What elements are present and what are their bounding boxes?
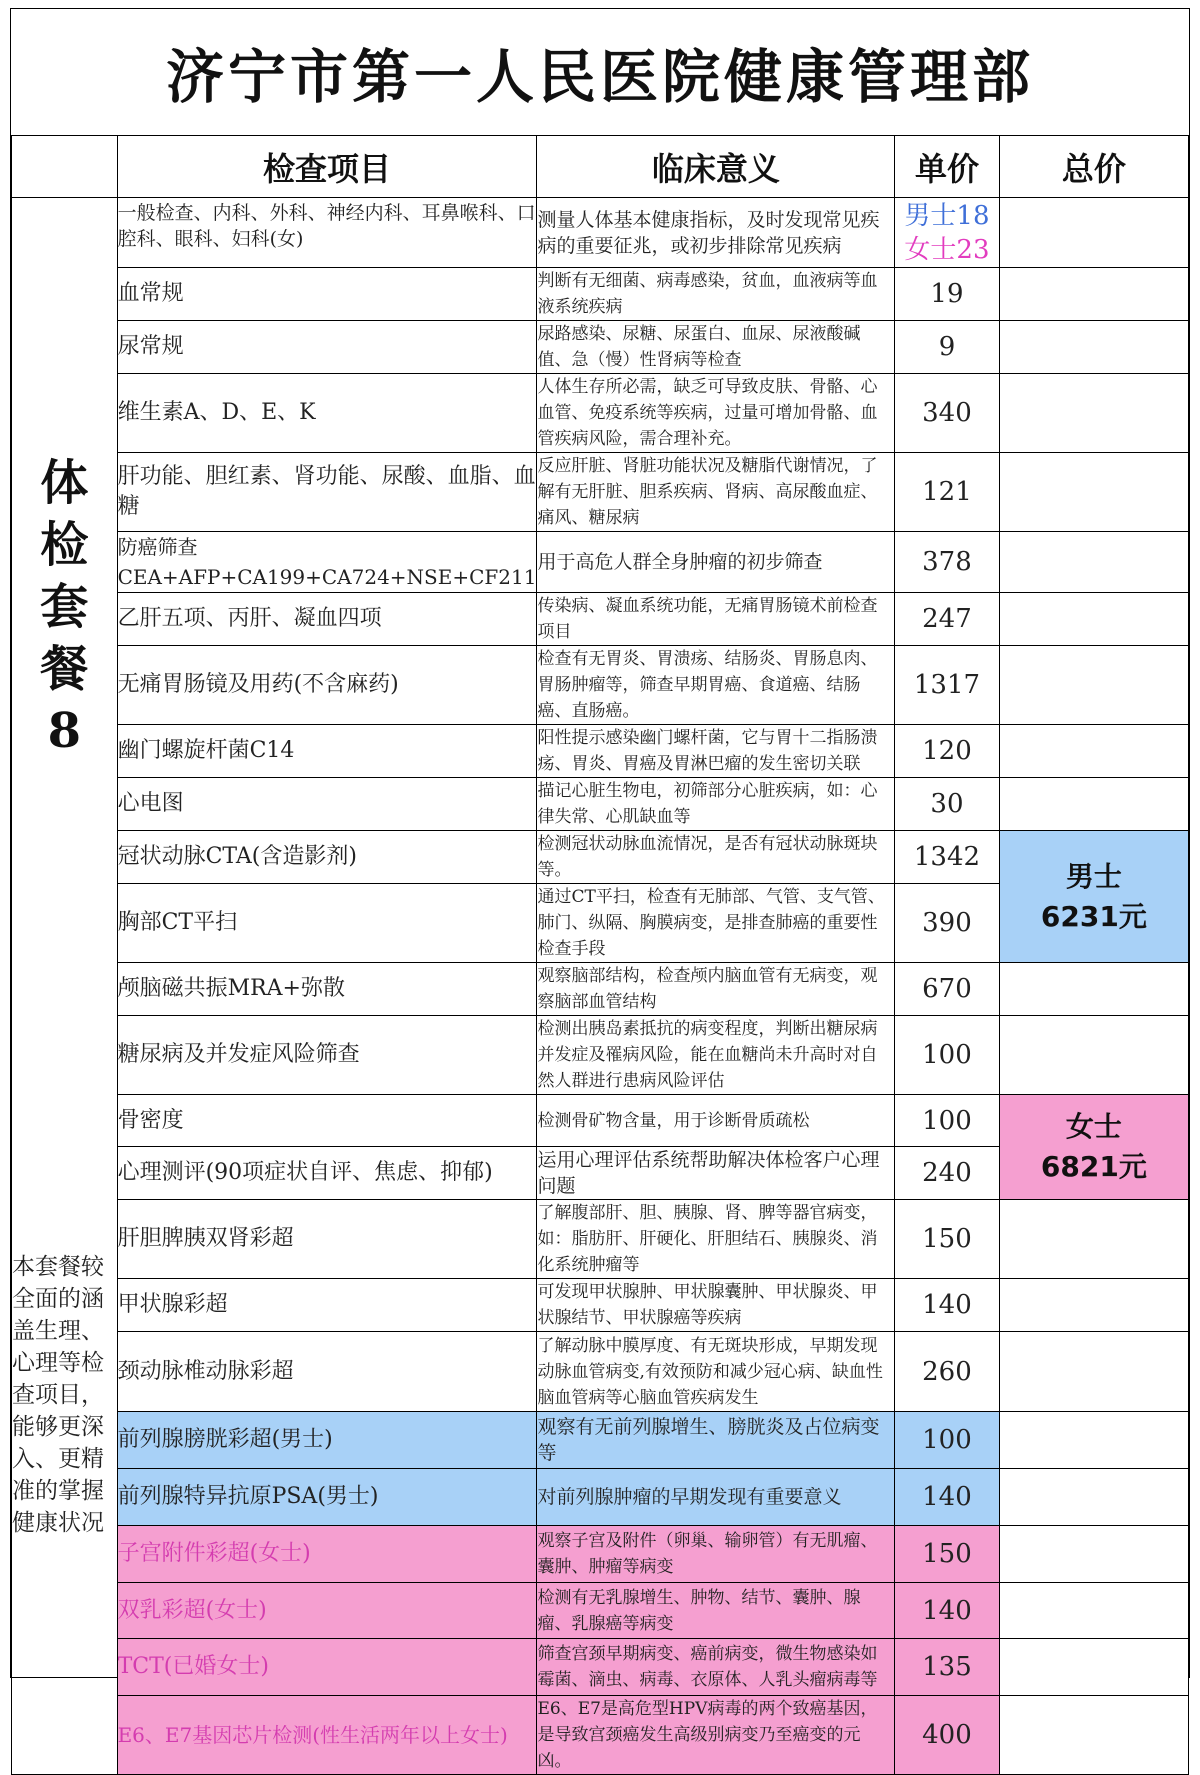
total-cell — [999, 532, 1188, 593]
item-cell: 幽门螺旋杆菌C14 — [117, 725, 537, 778]
meaning-cell: 阳性提示感染幽门螺杆菌，它与胃十二指肠溃疡、胃炎、胃癌及胃淋巴瘤的发生密切关联 — [537, 725, 895, 778]
meaning-cell: 观察子宫及附件（卵巢、输卵管）有无肌瘤、囊肿、肿瘤等病变 — [537, 1526, 895, 1583]
meaning-cell: 检测骨矿物含量，用于诊断骨质疏松 — [537, 1095, 895, 1147]
table-row — [12, 1279, 1189, 1332]
male-total-cell — [999, 831, 1188, 963]
price-cell: 390 — [895, 884, 1000, 963]
price-cell: 378 — [895, 532, 1000, 593]
total-cell — [999, 725, 1188, 778]
meaning-cell: 传染病、凝血系统功能，无痛胃肠镜术前检查项目 — [537, 593, 895, 646]
total-cell — [999, 321, 1188, 374]
meaning-cell: 人体生存所必需，缺乏可导致皮肤、骨骼、心血管、免疫系统等疾病，过量可增加骨骼、血管疾病风险，需合理补充。 — [537, 374, 895, 453]
table-row-female — [12, 1583, 1189, 1639]
table-row — [12, 963, 1189, 1016]
item-cell: TCT(已婚女士) — [117, 1639, 537, 1696]
item-cell: 乙肝五项、丙肝、凝血四项 — [117, 593, 537, 646]
price-cell: 100 — [895, 1095, 1000, 1147]
item-cell: 防癌筛查CEA+AFP+CA199+CA724+NSE+CF211 — [117, 532, 537, 593]
meaning-cell: 用于高危人群全身肿瘤的初步筛查 — [537, 532, 895, 593]
total-cell — [999, 1526, 1188, 1583]
total-cell — [999, 593, 1188, 646]
price-cell: 100 — [895, 1016, 1000, 1095]
total-cell — [999, 1200, 1188, 1279]
meaning-cell: 反应肝脏、肾脏功能状况及糖脂代谢情况，了解有无肝脏、胆系疾病、肾病、高尿酸血症、痛风、糖尿病 — [537, 453, 895, 532]
total-cell — [999, 1583, 1188, 1639]
male-price: 男士18 — [904, 200, 990, 231]
item-cell: 维生素A、D、E、K — [117, 374, 537, 453]
table-row-female — [12, 1696, 1189, 1775]
table-row — [12, 725, 1189, 778]
total-cell — [999, 1016, 1188, 1095]
total-cell — [999, 198, 1188, 268]
total-cell — [999, 1279, 1188, 1332]
total-cell — [999, 453, 1188, 532]
meaning-cell: 尿路感染、尿糖、尿蛋白、血尿、尿液酸碱值、急（慢）性肾病等检查 — [537, 321, 895, 374]
total-cell — [999, 374, 1188, 453]
price-cell — [895, 198, 1000, 268]
item-cell: 骨密度 — [117, 1095, 537, 1147]
table-row — [12, 646, 1189, 725]
table-row — [12, 593, 1189, 646]
total-cell — [999, 1412, 1188, 1469]
item-cell: E6、E7基因芯片检测(性生活两年以上女士) — [117, 1696, 537, 1775]
price-cell: 9 — [895, 321, 1000, 374]
price-cell: 19 — [895, 268, 1000, 321]
total-cell — [999, 963, 1188, 1016]
price-cell: 150 — [895, 1526, 1000, 1583]
total-cell — [999, 646, 1188, 725]
price-cell: 140 — [895, 1279, 1000, 1332]
item-cell: 无痛胃肠镜及用药(不含麻药) — [117, 646, 537, 725]
header-blank — [12, 136, 118, 198]
item-cell: 子宫附件彩超(女士) — [117, 1526, 537, 1583]
male-total-value: 6231元 — [1040, 899, 1147, 933]
table-row — [12, 453, 1189, 532]
table-row — [12, 374, 1189, 453]
header-total-price: 总价 — [999, 136, 1188, 198]
header-unit-price: 单价 — [895, 136, 1000, 198]
item-cell: 前列腺膀胱彩超(男士) — [117, 1412, 537, 1469]
price-cell: 135 — [895, 1639, 1000, 1696]
table-row — [12, 1095, 1189, 1147]
item-cell: 血常规 — [117, 268, 537, 321]
meaning-cell: 筛查宫颈早期病变、癌前病变，微生物感染如霉菌、滴虫、病毒、衣原体、人乳头瘤病毒等 — [537, 1639, 895, 1696]
item-cell: 双乳彩超(女士) — [117, 1583, 537, 1639]
item-cell: 一般检查、内科、外科、神经内科、耳鼻喉科、口腔科、眼科、妇科(女) — [117, 198, 537, 268]
total-cell — [999, 1469, 1188, 1526]
header-meaning: 临床意义 — [537, 136, 895, 198]
meaning-cell: 可发现甲状腺肿、甲状腺囊肿、甲状腺炎、甲状腺结节、甲状腺癌等疾病 — [537, 1279, 895, 1332]
female-total-value: 6821元 — [1040, 1150, 1147, 1183]
meaning-cell: 了解腹部肝、胆、胰腺、肾、脾等器官病变，如：脂肪肝、肝硬化、肝胆结石、胰腺炎、消化系统肿瘤等 — [537, 1200, 895, 1279]
item-cell: 胸部CT平扫 — [117, 884, 537, 963]
total-cell — [999, 268, 1188, 321]
table-row — [12, 198, 1189, 268]
meaning-cell: 运用心理评估系统帮助解决体检客户心理问题 — [537, 1147, 895, 1200]
package-name: 体检套餐8 — [40, 454, 89, 759]
item-cell: 颈动脉椎动脉彩超 — [117, 1332, 537, 1412]
price-cell: 140 — [895, 1469, 1000, 1526]
total-cell — [999, 1332, 1188, 1412]
table-row — [12, 1016, 1189, 1095]
item-cell: 糖尿病及并发症风险筛查 — [117, 1016, 537, 1095]
item-cell: 心电图 — [117, 778, 537, 831]
price-sheet — [10, 8, 1190, 1771]
table-row-female — [12, 1639, 1189, 1696]
price-cell: 1317 — [895, 646, 1000, 725]
meaning-cell: 了解动脉中膜厚度、有无斑块形成，早期发现动脉血管病变,有效预防和减少冠心病、缺血性脑血管病等心脑血管疾病发生 — [537, 1332, 895, 1412]
meaning-cell: E6、E7是高危型HPV病毒的两个致癌基因，是导致宫颈癌发生高级别病变乃至癌变的元凶。 — [537, 1696, 895, 1775]
total-cell — [999, 1696, 1188, 1775]
package-name-cell — [12, 198, 118, 1016]
item-cell: 心理测评(90项症状自评、焦虑、抑郁) — [117, 1147, 537, 1200]
table-row — [12, 321, 1189, 374]
price-cell: 247 — [895, 593, 1000, 646]
price-cell: 100 — [895, 1412, 1000, 1469]
meaning-cell: 测量人体基本健康指标，及时发现常见疾病的重要征兆，或初步排除常见疾病 — [537, 198, 895, 268]
total-cell — [999, 1639, 1188, 1696]
price-cell: 240 — [895, 1147, 1000, 1200]
price-cell: 30 — [895, 778, 1000, 831]
table-row-male — [12, 1412, 1189, 1469]
table-row — [12, 1332, 1189, 1412]
meaning-cell: 检测冠状动脉血流情况，是否有冠状动脉斑块等。 — [537, 831, 895, 884]
checkup-table — [11, 135, 1189, 1775]
meaning-cell: 判断有无细菌、病毒感染，贫血，血液病等血液系统疾病 — [537, 268, 895, 321]
meaning-cell: 观察有无前列腺增生、膀胱炎及占位病变等 — [537, 1412, 895, 1469]
item-cell: 肝功能、胆红素、肾功能、尿酸、血脂、血糖 — [117, 453, 537, 532]
item-cell: 肝胆脾胰双肾彩超 — [117, 1200, 537, 1279]
item-cell: 前列腺特异抗原PSA(男士) — [117, 1469, 537, 1526]
total-cell — [999, 778, 1188, 831]
male-total-label: 男士 — [1065, 859, 1122, 893]
table-row-male — [12, 1469, 1189, 1526]
table-row-female — [12, 1526, 1189, 1583]
meaning-cell: 通过CT平扫，检查有无肺部、气管、支气管、肺门、纵隔、胸膜病变，是排查肺癌的重要性检查手段 — [537, 884, 895, 963]
meaning-cell: 检测有无乳腺增生、肿物、结节、囊肿、腺瘤、乳腺癌等病变 — [537, 1583, 895, 1639]
page-title: 济宁市第一人民医院健康管理部 — [11, 9, 1189, 136]
meaning-cell: 对前列腺肿瘤的早期发现有重要意义 — [537, 1469, 895, 1526]
female-price: 女士23 — [904, 234, 990, 265]
table-row — [12, 831, 1189, 884]
header-item: 检查项目 — [117, 136, 537, 198]
female-total-cell — [999, 1095, 1188, 1200]
table-row — [12, 532, 1189, 593]
header-row — [12, 136, 1189, 198]
table-row — [12, 268, 1189, 321]
meaning-cell: 观察脑部结构，检查颅内脑血管有无病变，观察脑部血管结构 — [537, 963, 895, 1016]
price-cell: 260 — [895, 1332, 1000, 1412]
package-description — [12, 1016, 118, 1775]
item-cell: 冠状动脉CTA(含造影剂) — [117, 831, 537, 884]
price-cell: 1342 — [895, 831, 1000, 884]
item-cell: 甲状腺彩超 — [117, 1279, 537, 1332]
item-cell: 尿常规 — [117, 321, 537, 374]
meaning-cell: 检查有无胃炎、胃溃疡、结肠炎、胃肠息肉、胃肠肿瘤等，筛查早期胃癌、食道癌、结肠癌、直肠癌。 — [537, 646, 895, 725]
price-cell: 340 — [895, 374, 1000, 453]
package-description-text: 本套餐较全面的涵盖生理、心理等检查项目，能够更深入、更精准的掌握健康状况 — [12, 1253, 104, 1536]
item-cell: 颅脑磁共振MRA+弥散 — [117, 963, 537, 1016]
price-cell: 121 — [895, 453, 1000, 532]
price-cell: 400 — [895, 1696, 1000, 1775]
meaning-cell: 检测出胰岛素抵抗的病变程度，判断出糖尿病并发症及罹病风险，能在血糖尚未升高时对自然人群进行患病风险评估 — [537, 1016, 895, 1095]
price-cell: 150 — [895, 1200, 1000, 1279]
price-cell: 670 — [895, 963, 1000, 1016]
table-row — [12, 1200, 1189, 1279]
meaning-cell: 描记心脏生物电，初筛部分心脏疾病，如：心律失常、心肌缺血等 — [537, 778, 895, 831]
table-row — [12, 778, 1189, 831]
female-total-label: 女士 — [1065, 1110, 1122, 1143]
price-cell: 140 — [895, 1583, 1000, 1639]
price-cell: 120 — [895, 725, 1000, 778]
